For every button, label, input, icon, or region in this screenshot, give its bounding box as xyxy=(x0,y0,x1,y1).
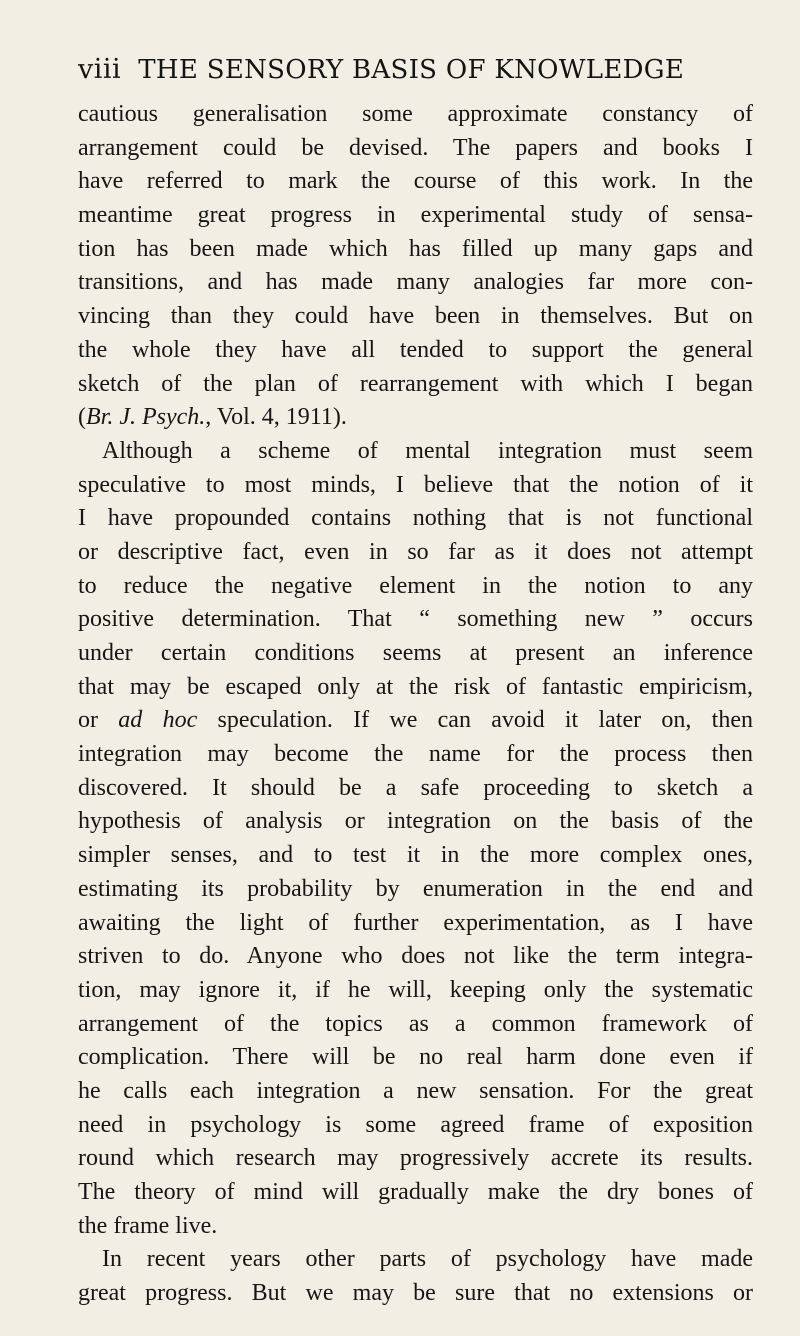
text-line: complication. There will be no real harm done even if xyxy=(78,1044,753,1071)
text-line: discovered. It should be a safe proceeding to sketch a xyxy=(78,774,753,801)
text-line: tion has been made which has filled up many gaps and xyxy=(78,235,753,262)
text-line: tion, may ignore it, if he will, keeping only the systematic xyxy=(78,976,753,1003)
text-line: the whole they have all tended to support the general xyxy=(78,336,753,363)
page-number: viii xyxy=(78,54,122,85)
text-line: he calls each integration a new sensation. For the great xyxy=(78,1077,753,1104)
italic-text: ad hoc xyxy=(118,707,198,734)
text-line: arrangement of the topics as a common framework of xyxy=(78,1010,753,1037)
text-line: or descriptive fact, even in so far as it does not attempt xyxy=(78,538,753,565)
text-line: positive determination. That “ something new ” occurs xyxy=(78,606,753,633)
text-line: transitions, and has made many analogies far more con- xyxy=(78,269,753,296)
text-line: under certain conditions seems at present an inference xyxy=(78,640,753,666)
text-line: meantime great progress in experimental study of sensa- xyxy=(78,202,753,229)
body-text xyxy=(78,98,753,1311)
text-line: have referred to mark the course of this work. In the xyxy=(78,168,753,195)
page-header xyxy=(78,54,758,94)
text-line: striven to do. Anyone who does not like the term integra- xyxy=(78,943,753,970)
text-line: sketch of the plan of rearrangement with which I began xyxy=(78,370,753,397)
text-line: vincing than they could have been in themselves. But on xyxy=(78,303,753,330)
text-line: or ad hoc speculation. If we can avoid it later on, then xyxy=(78,707,754,734)
text-line: The theory of mind will gradually make the dry bones of xyxy=(78,1179,753,1205)
italic-text: Br. J. Psych. xyxy=(86,404,206,431)
running-title: THE SENSORY BASIS OF KNOWLEDGE xyxy=(138,55,685,85)
text-line: cautious generalisation some approximate constancy of xyxy=(78,101,753,127)
text-line: the frame live. xyxy=(78,1212,218,1239)
text-line: In recent years other parts of psychology have made xyxy=(102,1246,753,1273)
text-line: round which research may progressively accrete its results. xyxy=(78,1145,753,1172)
text-line: simpler senses, and to test it in the more complex ones, xyxy=(78,842,753,869)
text-line: hypothesis of analysis or integration on the basis of the xyxy=(78,808,753,835)
text-line: integration may become the name for the process then xyxy=(78,741,753,768)
text-line: arrangement could be devised. The papers and books I xyxy=(78,134,753,161)
text-line: need in psychology is some agreed frame of exposition xyxy=(78,1111,753,1138)
text-line: estimating its probability by enumeration in the end and xyxy=(78,875,753,902)
text-line: that may be escaped only at the risk of fantastic empiricism, xyxy=(78,673,753,700)
text-line: Although a scheme of mental integration must seem xyxy=(102,437,753,464)
text-line: speculative to most minds, I believe that the notion of it xyxy=(78,471,753,498)
text-line-citation: (Br. J. Psych., Vol. 4, 1911). xyxy=(78,404,347,431)
text-line: awaiting the light of further experimentation, as I have xyxy=(78,909,753,936)
text-line: great progress. But we may be sure that no extensions or xyxy=(78,1280,753,1307)
text-line: to reduce the negative element in the notion to any xyxy=(78,572,753,599)
text-line: I have propounded contains nothing that is not functional xyxy=(78,505,753,532)
